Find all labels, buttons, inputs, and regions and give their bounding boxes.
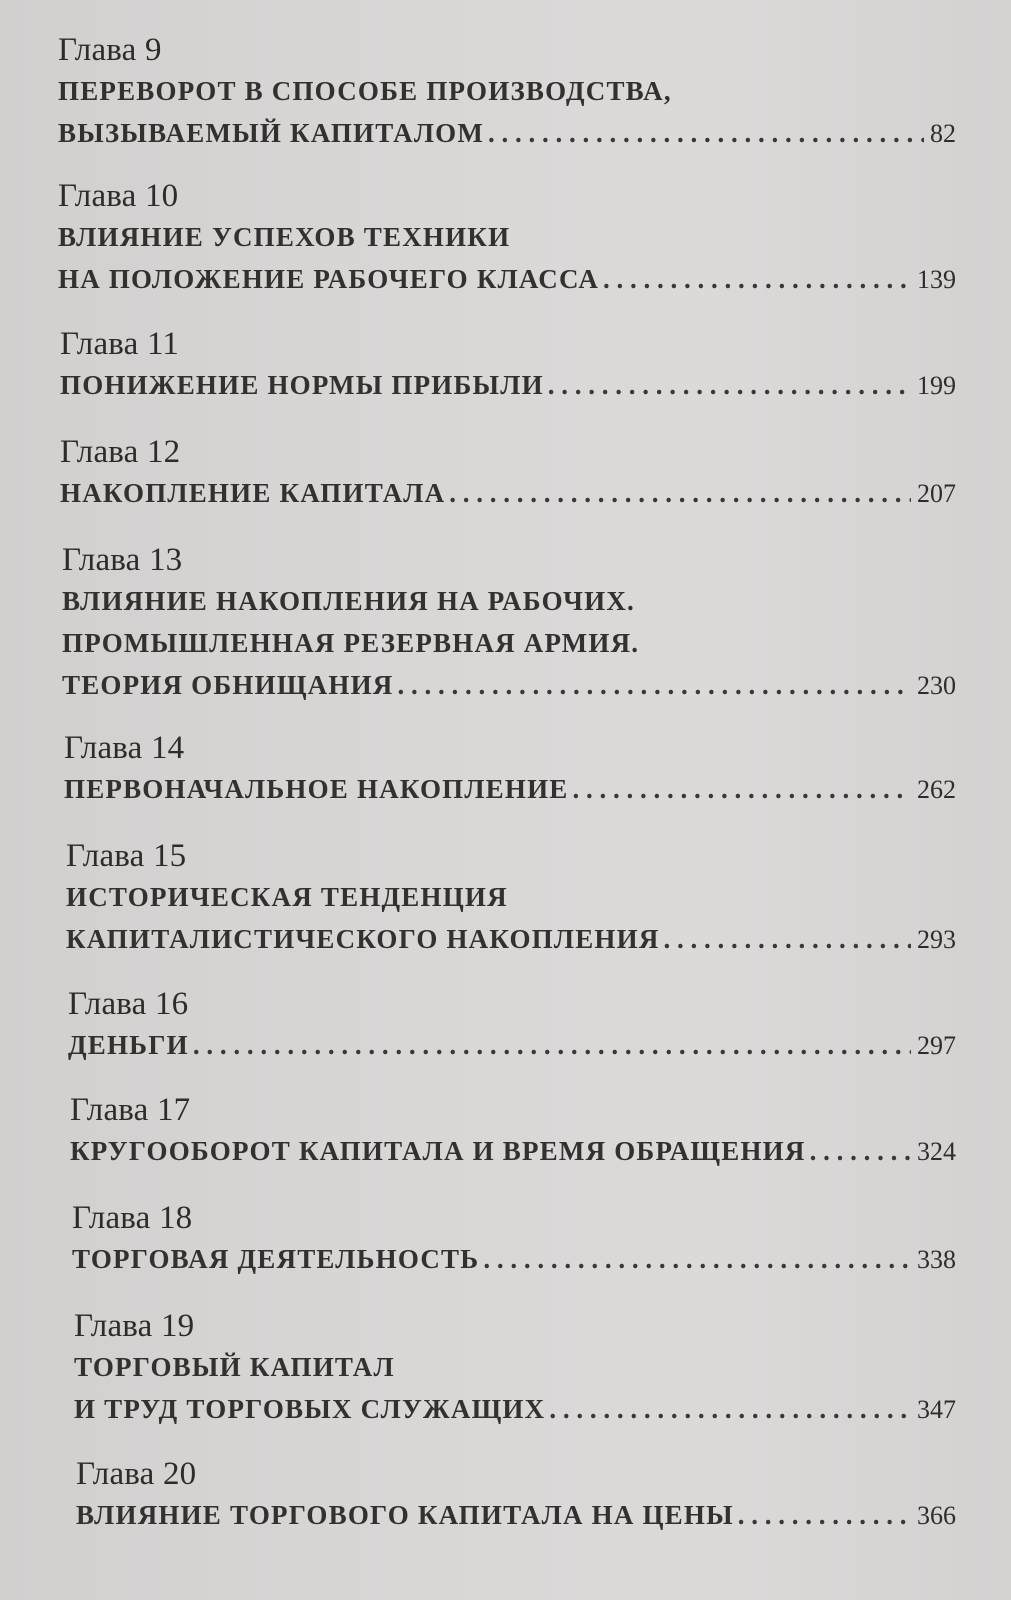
page-number: 230: [917, 671, 956, 700]
chapter-title-line: ПЕРЕВОРОТ В СПОСОБЕ ПРОИЗВОДСТВА,: [58, 76, 672, 106]
chapter-title-row: [64, 768, 956, 810]
dot-leader: [738, 1494, 911, 1536]
dot-leader: [603, 258, 911, 300]
chapter-label: Глава 14: [64, 730, 185, 766]
chapter-title-line: ВЛИЯНИЕ НАКОПЛЕНИЯ НА РАБОЧИХ.: [62, 586, 635, 616]
toc-entry[interactable]: [70, 1090, 956, 1172]
page-number: 293: [917, 925, 956, 954]
chapter-title-line: ТОРГОВАЯ ДЕЯТЕЛЬНОСТЬ: [72, 1244, 480, 1274]
chapter-label: Глава 20: [76, 1456, 197, 1492]
toc-entry[interactable]: [64, 728, 956, 810]
chapter-title-row: [66, 918, 956, 960]
page-number: 262: [917, 775, 956, 804]
chapter-title-row: [76, 1494, 956, 1536]
page-number: 207: [917, 479, 956, 508]
chapter-label: Глава 11: [60, 326, 180, 362]
toc-entry[interactable]: [60, 432, 956, 514]
chapter-title-row: [60, 364, 956, 406]
toc-entry[interactable]: [76, 1454, 956, 1536]
chapter-title-row: [72, 1238, 956, 1280]
chapter-label: Глава 17: [70, 1092, 191, 1128]
chapter-title-line: ТЕОРИЯ ОБНИЩАНИЯ: [62, 670, 394, 700]
page-number: 82: [930, 119, 956, 148]
chapter-title-row: [58, 112, 956, 154]
dot-leader: [483, 1238, 911, 1280]
chapter-title-line: ВЛИЯНИЕ УСПЕХОВ ТЕХНИКИ: [58, 222, 511, 252]
chapter-label: Глава 19: [74, 1308, 195, 1344]
chapter-label: Глава 16: [68, 986, 189, 1022]
chapter-title-row: [58, 258, 956, 300]
chapter-title-line: ТОРГОВЫЙ КАПИТАЛ: [74, 1352, 395, 1382]
toc-entry[interactable]: [66, 836, 956, 960]
dot-leader: [549, 1388, 911, 1430]
dot-leader: [193, 1024, 911, 1066]
chapter-label: Глава 9: [58, 32, 162, 68]
chapter-title-line: ПОНИЖЕНИЕ НОРМЫ ПРИБЫЛИ: [60, 370, 544, 400]
chapter-title-row: [70, 1130, 956, 1172]
chapter-title-line: ИСТОРИЧЕСКАЯ ТЕНДЕНЦИЯ: [66, 882, 508, 912]
dot-leader: [573, 768, 911, 810]
chapter-title-line: И ТРУД ТОРГОВЫХ СЛУЖАЩИХ: [74, 1394, 546, 1424]
chapter-title-line: ПРОМЫШЛЕННАЯ РЕЗЕРВНАЯ АРМИЯ.: [62, 628, 640, 658]
dot-leader: [810, 1130, 911, 1172]
chapter-title-line: НАКОПЛЕНИЕ КАПИТАЛА: [60, 478, 446, 508]
chapter-title-line: ВЫЗЫВАЕМЫЙ КАПИТАЛОМ: [58, 118, 485, 148]
page-number: 324: [917, 1137, 956, 1166]
chapter-title-row: [62, 664, 956, 706]
page-number: 347: [917, 1395, 956, 1424]
page-number: 297: [917, 1031, 956, 1060]
toc-entry[interactable]: [62, 540, 956, 706]
dot-leader: [548, 364, 911, 406]
page-number: 139: [917, 265, 956, 294]
chapter-label: Глава 13: [62, 542, 183, 578]
dot-leader: [664, 918, 911, 960]
toc-entry[interactable]: [74, 1306, 956, 1430]
chapter-label: Глава 15: [66, 838, 187, 874]
chapter-title-row: [68, 1024, 956, 1066]
chapter-title-row: [74, 1388, 956, 1430]
page-number: 366: [917, 1501, 956, 1530]
chapter-title-line: ВЛИЯНИЕ ТОРГОВОГО КАПИТАЛА НА ЦЕНЫ: [76, 1500, 734, 1530]
dot-leader: [397, 664, 911, 706]
toc-entry[interactable]: [58, 30, 956, 154]
toc-entry[interactable]: [60, 324, 956, 406]
chapter-label: Глава 12: [60, 434, 181, 470]
chapter-title-row: [60, 472, 956, 514]
chapter-title-line: ПЕРВОНАЧАЛЬНОЕ НАКОПЛЕНИЕ: [64, 774, 569, 804]
chapter-label: Глава 10: [58, 178, 179, 214]
page-number: 338: [917, 1245, 956, 1274]
chapter-title-line: ДЕНЬГИ: [68, 1030, 189, 1060]
dot-leader: [488, 112, 924, 154]
dot-leader: [449, 472, 911, 514]
toc-entry[interactable]: [72, 1198, 956, 1280]
chapter-title-line: НА ПОЛОЖЕНИЕ РАБОЧЕГО КЛАССА: [58, 264, 600, 294]
page-number: 199: [917, 371, 956, 400]
chapter-label: Глава 18: [72, 1200, 193, 1236]
chapter-title-line: КАПИТАЛИСТИЧЕСКОГО НАКОПЛЕНИЯ: [66, 924, 660, 954]
toc-entry[interactable]: [68, 984, 956, 1066]
toc-entry[interactable]: [58, 176, 956, 300]
chapter-title-line: КРУГООБОРОТ КАПИТАЛА И ВРЕМЯ ОБРАЩЕНИЯ: [70, 1136, 806, 1166]
